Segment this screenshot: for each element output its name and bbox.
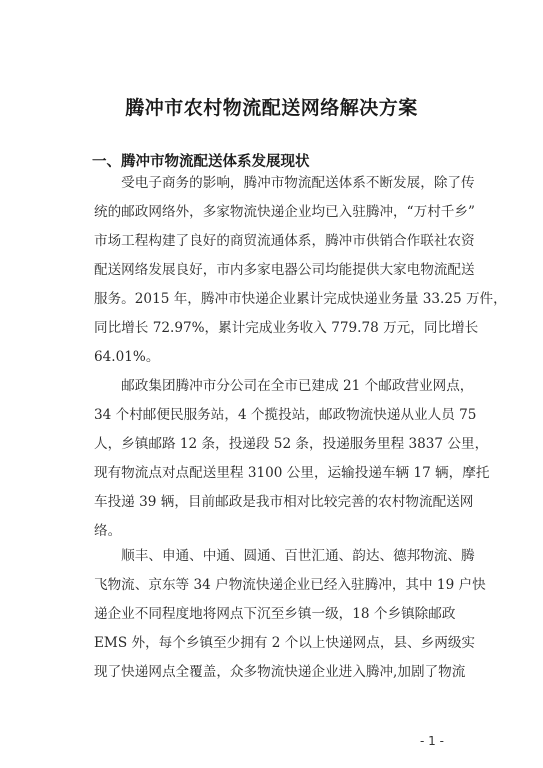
paragraph-line: 同比增长 72.97%，累计完成业务收入 779.78 万元，同比增长 [94,320,479,336]
paragraph-3 [94,542,486,687]
paragraph-line: EMS 外，每个乡镇至少拥有 2 个以上快递网点，县、乡两级实 [94,635,476,651]
paragraph-line: 顺丰、申通、中通、圆通、百世汇通、韵达、德邦物流、腾 [94,548,475,564]
paragraph-line: 邮政集团腾冲市分公司在全市已建成 21 个邮政营业网点， [94,378,474,394]
paragraph-line: 飞物流、京东等 34 户物流快递企业已经入驻腾冲，其中 19 户快 [94,577,486,593]
paragraph-line: 现有物流点对点配送里程 3100 公里，运输投递车辆 17 辆，摩托 [94,465,490,481]
paragraph-line: 服务。2015 年，腾冲市快递企业累计完成快递业务量 33.25 万件， [94,291,507,307]
paragraph-1 [94,169,507,372]
paragraph-line: 受电子商务的影响，腾冲市物流配送体系不断发展，除了传 [94,175,475,191]
paragraph-line: 递企业不同程度地将网点下沉至乡镇一级，18 个乡镇除邮政 [94,606,456,622]
paragraph-line: 统的邮政网络外，多家物流快递企业均已入驻腾冲，“万村千乡” [94,204,475,220]
paragraph-line: 市场工程构建了良好的商贸流通体系，腾冲市供销合作联社农资 [94,233,475,249]
page-number: - 1 - [420,734,444,748]
section-heading: 一、腾冲市物流配送体系发展现状 [92,154,310,170]
paragraph-line: 人，乡镇邮路 12 条，投递段 52 条，投递服务里程 3837 公里， [94,436,489,452]
paragraph-line: 配送网络发展良好，市内多家电器公司均能提供大家电物流配送 [94,262,475,278]
paragraph-line: 车投递 39 辆，目前邮政是我市相对比较完善的农村物流配送网 [94,494,474,510]
paragraph-line: 64.01%。 [94,349,160,365]
paragraph-line: 络。 [94,523,122,539]
paragraph-2 [94,372,490,546]
document-title: 腾冲市农村物流配送网络解决方案 [125,97,418,119]
paragraph-line: 34 个村邮便民服务站，4 个揽投站，邮政物流快递从业人员 75 [94,407,477,423]
paragraph-line: 现了快递网点全覆盖，众多物流快递企业进入腾冲,加剧了物流 [94,664,466,680]
